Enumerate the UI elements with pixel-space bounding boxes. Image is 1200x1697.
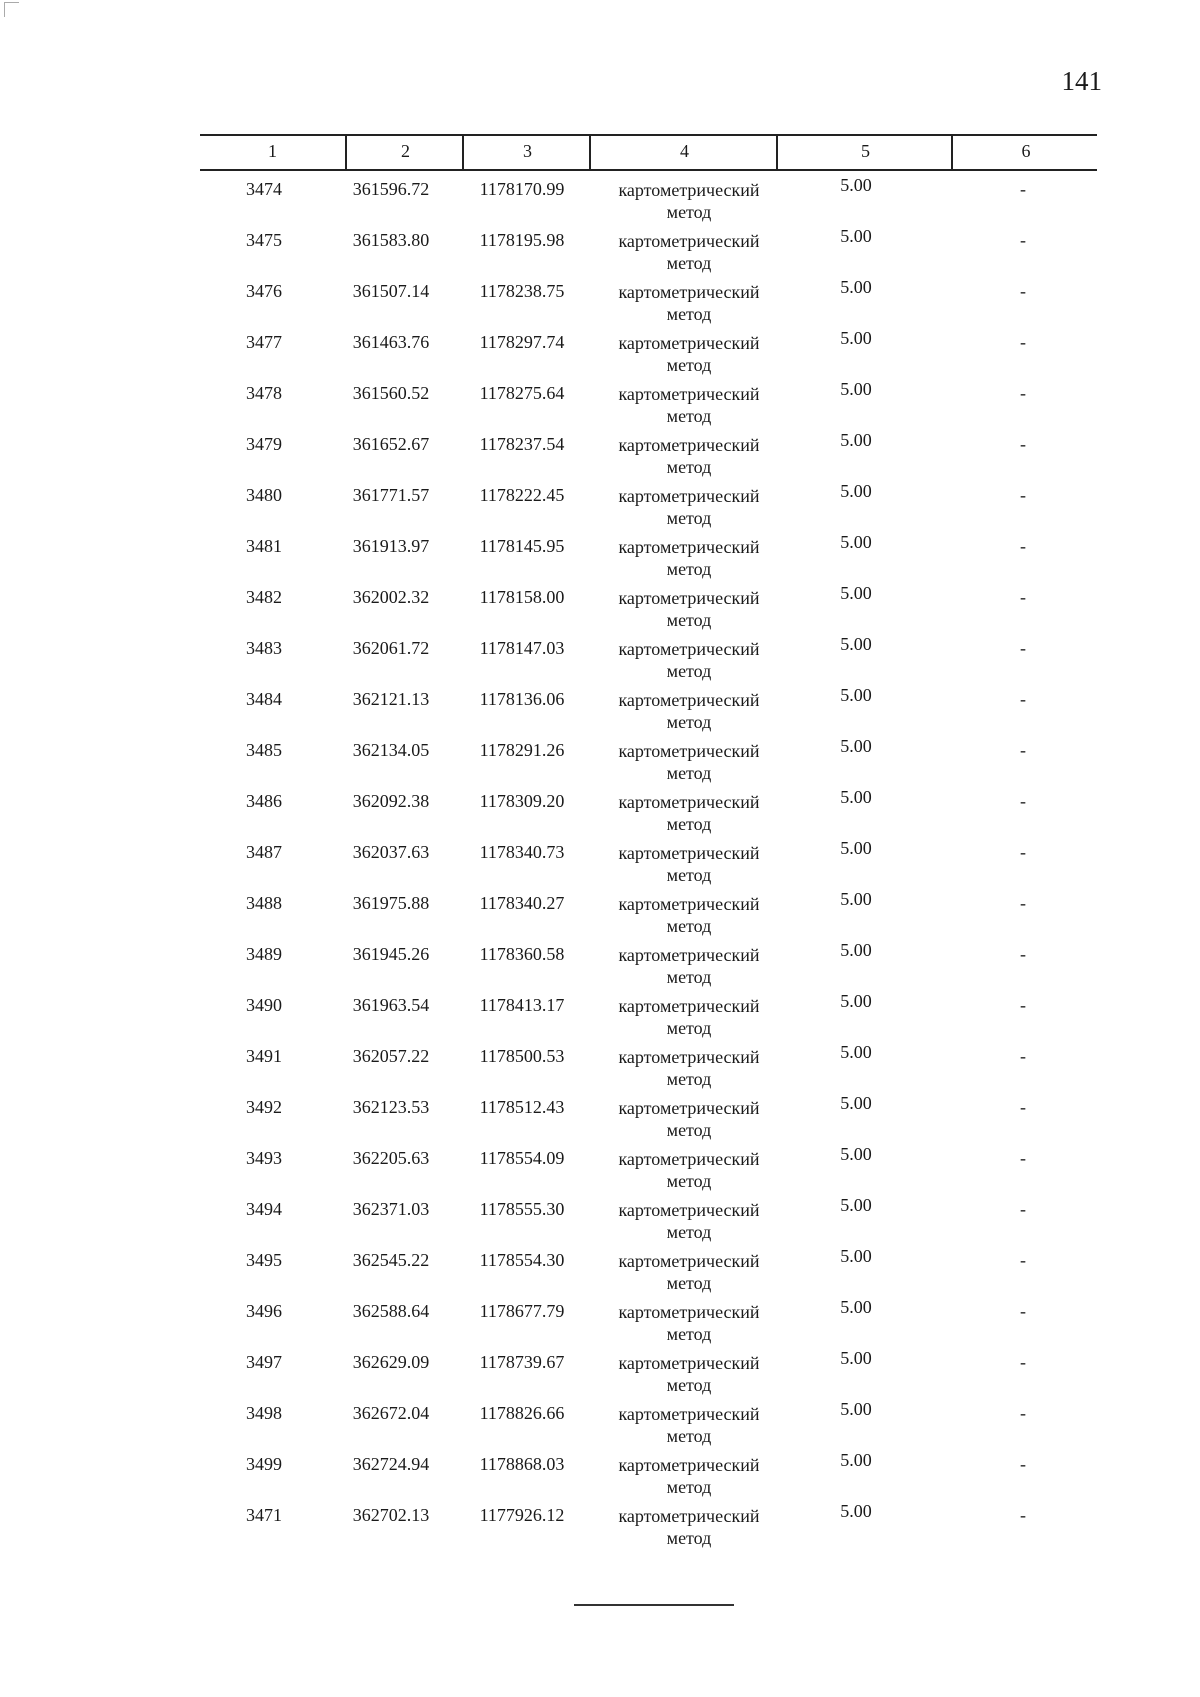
method-line-1: картометрический [618, 741, 760, 761]
coordinate-x: 362121.13 [352, 689, 430, 709]
accuracy-value: 5.00 [840, 1297, 872, 1317]
accuracy-value: 5.00 [840, 991, 872, 1011]
method-line-1: картометрический [618, 996, 760, 1016]
header-col-1: 1 [268, 141, 277, 161]
method-line-1: картометрический [618, 945, 760, 965]
point-number: 3477 [246, 332, 282, 352]
accuracy-value: 5.00 [840, 1144, 872, 1164]
point-number: 3479 [246, 434, 282, 454]
coordinate-x: 361771.57 [352, 485, 430, 505]
method-cell [589, 1403, 789, 1447]
point-number: 3492 [246, 1097, 282, 1117]
note-dash: - [1020, 638, 1026, 658]
table-row [200, 1242, 1097, 1293]
note-dash: - [1020, 1148, 1026, 1168]
table-row [200, 1038, 1097, 1089]
accuracy-value: 5.00 [840, 481, 872, 501]
coordinate-y: 1178340.73 [479, 842, 565, 862]
point-number: 3491 [246, 1046, 282, 1066]
method-line-1: картометрический [618, 1353, 760, 1373]
note-dash: - [1020, 383, 1026, 403]
method-line-2: метод [666, 508, 712, 528]
accuracy-value: 5.00 [840, 583, 872, 603]
method-cell [589, 995, 789, 1039]
method-line-2: метод [666, 1273, 712, 1293]
method-cell [589, 842, 789, 886]
table-row [200, 324, 1097, 375]
method-cell [589, 281, 789, 325]
coordinate-x: 362371.03 [352, 1199, 430, 1219]
table-row [200, 1191, 1097, 1242]
coordinate-y: 1178512.43 [479, 1097, 565, 1117]
method-line-1: картометрический [618, 231, 760, 251]
coordinate-x: 361507.14 [352, 281, 430, 301]
note-dash: - [1020, 1505, 1026, 1525]
point-number: 3494 [246, 1199, 282, 1219]
method-line-2: метод [666, 610, 712, 630]
header-col-3: 3 [462, 136, 591, 169]
method-cell [589, 383, 789, 427]
coordinate-y: 1178158.00 [479, 587, 565, 607]
coordinate-x: 362672.04 [352, 1403, 430, 1423]
method-line-1: картометрический [618, 1149, 760, 1169]
method-cell [589, 1250, 789, 1294]
table-row [200, 834, 1097, 885]
method-cell [589, 179, 789, 223]
accuracy-value: 5.00 [840, 634, 872, 654]
accuracy-value: 5.00 [840, 532, 872, 552]
method-line-2: метод [666, 1426, 712, 1446]
note-dash: - [1020, 230, 1026, 250]
method-cell [589, 1454, 789, 1498]
accuracy-value: 5.00 [840, 889, 872, 909]
method-cell [589, 638, 789, 682]
coordinate-x: 362037.63 [352, 842, 430, 862]
method-line-2: метод [666, 967, 712, 987]
note-dash: - [1020, 791, 1026, 811]
point-number: 3476 [246, 281, 282, 301]
method-line-2: метод [666, 1477, 712, 1497]
table-row [200, 171, 1097, 222]
note-dash: - [1020, 893, 1026, 913]
coordinate-y: 1178413.17 [479, 995, 565, 1015]
method-line-1: картометрический [618, 588, 760, 608]
accuracy-value: 5.00 [840, 277, 872, 297]
note-dash: - [1020, 1403, 1026, 1423]
accuracy-value: 5.00 [840, 1450, 872, 1470]
table-row [200, 1446, 1097, 1497]
method-line-1: картометрический [618, 1455, 760, 1475]
coordinate-x: 362724.94 [352, 1454, 430, 1474]
coordinate-x: 361945.26 [352, 944, 430, 964]
coordinate-y: 1178868.03 [479, 1454, 565, 1474]
method-line-2: метод [666, 1528, 712, 1548]
table-row [200, 273, 1097, 324]
note-dash: - [1020, 179, 1026, 199]
method-cell [589, 791, 789, 835]
coordinate-x: 362545.22 [352, 1250, 430, 1270]
accuracy-value: 5.00 [840, 430, 872, 450]
point-number: 3499 [246, 1454, 282, 1474]
coordinate-y: 1178555.30 [479, 1199, 565, 1219]
coordinate-x: 361463.76 [352, 332, 430, 352]
coordinate-x: 361560.52 [352, 383, 430, 403]
method-line-1: картометрический [618, 690, 760, 710]
method-cell [589, 230, 789, 274]
point-number: 3480 [246, 485, 282, 505]
coordinate-x: 362002.32 [352, 587, 430, 607]
note-dash: - [1020, 740, 1026, 760]
method-line-2: метод [666, 1069, 712, 1089]
note-dash: - [1020, 1097, 1026, 1117]
coordinate-y: 1178340.27 [479, 893, 565, 913]
method-cell [589, 485, 789, 529]
accuracy-value: 5.00 [840, 1399, 872, 1419]
coordinate-y: 1178147.03 [479, 638, 565, 658]
method-cell [589, 434, 789, 478]
accuracy-value: 5.00 [840, 940, 872, 960]
table-row [200, 783, 1097, 834]
note-dash: - [1020, 1352, 1026, 1372]
method-line-2: метод [666, 865, 712, 885]
method-line-1: картометрический [618, 1047, 760, 1067]
coordinate-y: 1178291.26 [479, 740, 565, 760]
accuracy-value: 5.00 [840, 1195, 872, 1215]
method-line-1: картометрический [618, 1506, 760, 1526]
table-row [200, 222, 1097, 273]
table-row [200, 1089, 1097, 1140]
note-dash: - [1020, 434, 1026, 454]
method-line-1: картометрический [618, 486, 760, 506]
coordinate-y: 1178170.99 [479, 179, 565, 199]
table-row [200, 732, 1097, 783]
note-dash: - [1020, 842, 1026, 862]
coordinate-y: 1178145.95 [479, 536, 565, 556]
coordinate-y: 1178195.98 [479, 230, 565, 250]
coordinate-y: 1178136.06 [479, 689, 565, 709]
coordinate-y: 1178238.75 [479, 281, 565, 301]
accuracy-value: 5.00 [840, 1501, 872, 1521]
point-number: 3490 [246, 995, 282, 1015]
table-row [200, 681, 1097, 732]
method-cell [589, 893, 789, 937]
point-number: 3489 [246, 944, 282, 964]
coordinate-x: 362092.38 [352, 791, 430, 811]
method-line-2: метод [666, 916, 712, 936]
accuracy-value: 5.00 [840, 1042, 872, 1062]
note-dash: - [1020, 485, 1026, 505]
method-line-2: метод [666, 1018, 712, 1038]
coordinate-y: 1178826.66 [479, 1403, 565, 1423]
coordinate-x: 362061.72 [352, 638, 430, 658]
method-cell [589, 689, 789, 733]
note-dash: - [1020, 1046, 1026, 1066]
method-line-1: картометрический [618, 384, 760, 404]
method-line-1: картометрический [618, 1200, 760, 1220]
table-row [200, 987, 1097, 1038]
method-line-1: картометрический [618, 333, 760, 353]
point-number: 3495 [246, 1250, 282, 1270]
coordinate-y: 1178360.58 [479, 944, 565, 964]
table-row [200, 1395, 1097, 1446]
method-cell [589, 1199, 789, 1243]
coordinate-x: 362588.64 [352, 1301, 430, 1321]
table-row [200, 579, 1097, 630]
table-row [200, 1140, 1097, 1191]
method-line-2: метод [666, 1120, 712, 1140]
note-dash: - [1020, 587, 1026, 607]
note-dash: - [1020, 536, 1026, 556]
method-cell [589, 740, 789, 784]
table-row [200, 1497, 1097, 1548]
scan-corner-mark [4, 2, 19, 17]
coordinate-x: 362134.05 [352, 740, 430, 760]
coordinate-x: 362205.63 [352, 1148, 430, 1168]
point-number: 3493 [246, 1148, 282, 1168]
method-cell [589, 944, 789, 988]
method-line-1: картометрический [618, 1404, 760, 1424]
accuracy-value: 5.00 [840, 1093, 872, 1113]
point-number: 3478 [246, 383, 282, 403]
coordinate-y: 1178500.53 [479, 1046, 565, 1066]
method-line-1: картометрический [618, 435, 760, 455]
coordinate-x: 362123.53 [352, 1097, 430, 1117]
note-dash: - [1020, 944, 1026, 964]
accuracy-value: 5.00 [840, 328, 872, 348]
accuracy-value: 5.00 [840, 1348, 872, 1368]
point-number: 3497 [246, 1352, 282, 1372]
coordinate-x: 361583.80 [352, 230, 430, 250]
coordinate-x: 361596.72 [352, 179, 430, 199]
table-row [200, 528, 1097, 579]
method-line-2: метод [666, 712, 712, 732]
coordinate-x: 362057.22 [352, 1046, 430, 1066]
table-row [200, 630, 1097, 681]
point-number: 3475 [246, 230, 282, 250]
coordinates-table [200, 134, 1097, 1548]
point-number: 3485 [246, 740, 282, 760]
coordinate-y: 1178237.54 [479, 434, 565, 454]
method-cell [589, 1046, 789, 1090]
method-line-1: картометрический [618, 843, 760, 863]
coordinate-x: 362702.13 [352, 1505, 430, 1525]
coordinate-y: 1178554.09 [479, 1148, 565, 1168]
method-line-1: картометрический [618, 537, 760, 557]
point-number: 3488 [246, 893, 282, 913]
table-row [200, 375, 1097, 426]
note-dash: - [1020, 1250, 1026, 1270]
point-number: 3482 [246, 587, 282, 607]
coordinate-y: 1178222.45 [479, 485, 565, 505]
table-header [200, 134, 1097, 171]
table-row [200, 426, 1097, 477]
note-dash: - [1020, 1301, 1026, 1321]
point-number: 3498 [246, 1403, 282, 1423]
point-number: 3484 [246, 689, 282, 709]
method-line-2: метод [666, 814, 712, 834]
method-line-2: метод [666, 1324, 712, 1344]
method-line-2: метод [666, 1222, 712, 1242]
accuracy-value: 5.00 [840, 685, 872, 705]
coordinate-y: 1178297.74 [479, 332, 565, 352]
coordinate-y: 1177926.12 [479, 1505, 565, 1525]
method-cell [589, 332, 789, 376]
header-col-4: 4 [589, 136, 778, 169]
method-line-2: метод [666, 559, 712, 579]
method-line-1: картометрический [618, 792, 760, 812]
coordinate-x: 362629.09 [352, 1352, 430, 1372]
method-line-1: картометрический [618, 180, 760, 200]
point-number: 3483 [246, 638, 282, 658]
method-line-1: картометрический [618, 894, 760, 914]
coordinate-y: 1178309.20 [479, 791, 565, 811]
coordinate-y: 1178554.30 [479, 1250, 565, 1270]
coordinate-x: 361975.88 [352, 893, 430, 913]
method-cell [589, 1505, 789, 1549]
coordinate-x: 361913.97 [352, 536, 430, 556]
method-line-1: картометрический [618, 1302, 760, 1322]
accuracy-value: 5.00 [840, 226, 872, 246]
note-dash: - [1020, 332, 1026, 352]
method-line-1: картометрический [618, 282, 760, 302]
coordinate-y: 1178677.79 [479, 1301, 565, 1321]
method-cell [589, 1301, 789, 1345]
method-line-2: метод [666, 202, 712, 222]
note-dash: - [1020, 281, 1026, 301]
accuracy-value: 5.00 [840, 838, 872, 858]
method-line-2: метод [666, 1375, 712, 1395]
accuracy-value: 5.00 [840, 736, 872, 756]
method-line-2: метод [666, 406, 712, 426]
method-cell [589, 536, 789, 580]
method-line-1: картометрический [618, 1251, 760, 1271]
note-dash: - [1020, 689, 1026, 709]
coordinate-x: 361963.54 [352, 995, 430, 1015]
point-number: 3487 [246, 842, 282, 862]
method-cell [589, 1148, 789, 1192]
method-line-2: метод [666, 457, 712, 477]
method-line-2: метод [666, 661, 712, 681]
accuracy-value: 5.00 [840, 787, 872, 807]
coordinate-y: 1178739.67 [479, 1352, 565, 1372]
point-number: 3474 [246, 179, 282, 199]
note-dash: - [1020, 995, 1026, 1015]
coordinate-y: 1178275.64 [479, 383, 565, 403]
header-col-2: 2 [345, 136, 464, 169]
note-dash: - [1020, 1199, 1026, 1219]
table-row [200, 477, 1097, 528]
method-line-2: метод [666, 355, 712, 375]
method-line-2: метод [666, 304, 712, 324]
table-body [200, 171, 1097, 1548]
point-number: 3496 [246, 1301, 282, 1321]
table-row [200, 885, 1097, 936]
page-number: 141 [1061, 66, 1102, 96]
point-number: 3481 [246, 536, 282, 556]
accuracy-value: 5.00 [840, 175, 872, 195]
method-cell [589, 1352, 789, 1396]
method-cell [589, 587, 789, 631]
method-line-1: картометрический [618, 639, 760, 659]
header-col-6: 6 [951, 136, 1099, 169]
method-line-1: картометрический [618, 1098, 760, 1118]
method-cell [589, 1097, 789, 1141]
accuracy-value: 5.00 [840, 379, 872, 399]
note-dash: - [1020, 1454, 1026, 1474]
point-number: 3471 [246, 1505, 282, 1525]
method-line-2: метод [666, 253, 712, 273]
accuracy-value: 5.00 [840, 1246, 872, 1266]
method-line-2: метод [666, 1171, 712, 1191]
bottom-rule [574, 1604, 734, 1606]
point-number: 3486 [246, 791, 282, 811]
method-line-2: метод [666, 763, 712, 783]
coordinate-x: 361652.67 [352, 434, 430, 454]
header-col-5: 5 [776, 136, 953, 169]
table-row [200, 1293, 1097, 1344]
table-row [200, 1344, 1097, 1395]
table-row [200, 936, 1097, 987]
